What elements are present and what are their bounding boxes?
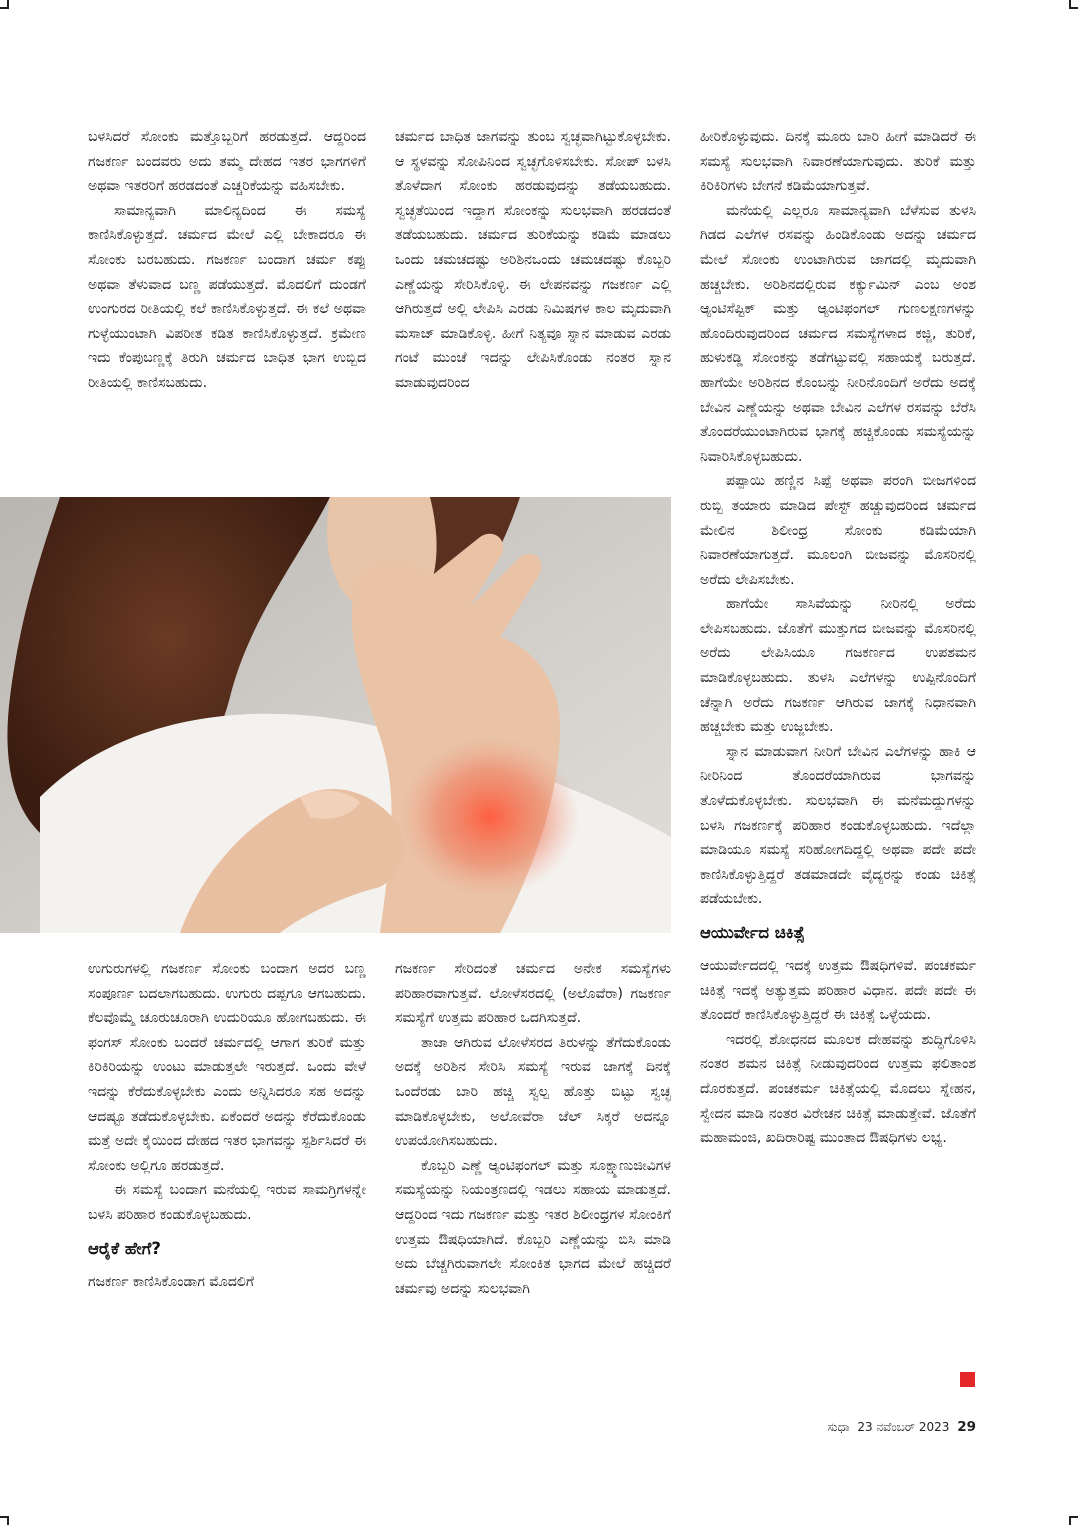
paragraph: ಸಾಮಾನ್ಯವಾಗಿ ಮಾಲಿನ್ಯದಿಂದ ಈ ಸಮಸ್ಯೆ ಕಾಣಿಸಿಕೊಳ್ಳುತ್ತದೆ. ಚರ್ಮದ ಮೇಲೆ ಎಲ್ಲಿ ಬೇಕಾದರೂ ಈ ಸೋಂಕು ಬರಬಹುದು. ಗಜಕರ್ಣ ಬಂದಾಗ ಚರ್ಮ ಕಪ್ಪು ಅಥವಾ ತೆಳುವಾದ ಬಣ್ಣ ಪಡೆಯುತ್ತದೆ. ಮೊದಲಿಗೆ ದುಂಡಗೆ ಉಂಗುರದ ರೀತಿಯಲ್ಲಿ ಕಲೆ ಕಾಣಿಸಿಕೊಳ್ಳುತ್ತದೆ. ಈ ಕಲೆ ಅಥವಾ ಗುಳ್ಳೆಯುಂಟಾಗಿ ವಿಪರೀತ ಕಡಿತ ಕಾಣಿಸಿಕೊಳ್ಳುತ್ತದೆ. ಕ್ರಮೇಣ ಇದು ಕೆಂಪುಬಣ್ಣಕ್ಕೆ ತಿರುಗಿ ಚರ್ಮದ ಬಾಧಿತ ಭಾಗ ಉಬ್ಬಿದ ರೀತಿಯಲ್ಲಿ ಕಾಣಿಸಬಹುದು. — [88, 202, 366, 391]
paragraph: ಇದರಲ್ಲಿ ಶೋಧನದ ಮೂಲಕ ದೇಹವನ್ನು ಶುದ್ಧಿಗೊಳಿಸಿ ನಂತರ ಶಮನ ಚಿಕಿತ್ಸೆ ನೀಡುವುದರಿಂದ ಉತ್ತಮ ಫಲಿತಾಂಶ ದೊರಕುತ್ತದೆ. ಪಂಚಕರ್ಮ ಚಿಕಿತ್ಸೆಯಲ್ಲಿ ಮೊದಲು ಸ್ನೇಹನ, ಸ್ವೇದನ ಮಾಡಿ ನಂತರ ವಿರೇಚನ ಚಿಕಿತ್ಸೆ ಮಾಡುತ್ತೇವೆ. ಜೊತೆಗೆ ಮಹಾಮಂಜಿ, ಖದಿರಾರಿಷ್ಟ ಮುಂತಾದ ಔಷಧಿಗಳು ಲಭ್ಯ. — [700, 1031, 976, 1147]
paragraph: ಆಯುರ್ವೇದದಲ್ಲಿ ಇದಕ್ಕೆ ಉತ್ತಮ ಔಷಧಿಗಳಿವೆ. ಪಂಚಕರ್ಮ ಚಿಕಿತ್ಸೆ ಇದಕ್ಕೆ ಅತ್ಯುತ್ತಮ ಪರಿಹಾರ ವಿಧಾನ. ಪದೇ ಪದೇ ಈ ತೊಂದರೆ ಕಾಣಿಸಿಕೊಳ್ಳುತ್ತಿದ್ದರೆ ಈ ಚಿಕಿತ್ಸೆ ಒಳ್ಳೆಯದು. — [700, 958, 976, 1024]
magazine-name: ಸುಧಾ — [827, 1420, 850, 1434]
column-1-bottom — [88, 957, 366, 1397]
paragraph: ಹೀರಿಕೊಳ್ಳುವುದು. ದಿನಕ್ಕೆ ಮೂರು ಬಾರಿ ಹೀಗೆ ಮಾಡಿದರೆ ಈ ಸಮಸ್ಯೆ ಸುಲಭವಾಗಿ ನಿವಾರಣೆಯಾಗುವುದು. ತುರಿಕೆ ಮತ್ತು ಕಿರಿಕಿರಿಗಳು ಬೇಗನೆ ಕಡಿಮೆಯಾಗುತ್ತವೆ. — [700, 129, 976, 195]
issue-date: 23 ನವೆಂಬರ್ 2023 — [857, 1420, 950, 1434]
paragraph: ಸ್ನಾನ ಮಾಡುವಾಗ ನೀರಿಗೆ ಬೇವಿನ ಎಲೆಗಳನ್ನು ಹಾಕಿ ಆ ನೀರಿನಿಂದ ತೊಂದರೆಯಾಗಿರುವ ಭಾಗವನ್ನು ತೊಳೆದುಕೊಳ್ಳಬೇಕು. ಸುಲಭವಾಗಿ ಈ ಮನೆಮದ್ದುಗಳನ್ನು ಬಳಸಿ ಗಜಕರ್ಣಕ್ಕೆ ಪರಿಹಾರ ಕಂಡುಕೊಳ್ಳಬಹುದು. ಇದೆಲ್ಲಾ ಮಾಡಿಯೂ ಸಮಸ್ಯೆ ಸರಿಹೋಗದಿದ್ದಲ್ಲಿ ಅಥವಾ ಪದೇ ಪದೇ ಕಾಣಿಸಿಕೊಳ್ಳುತ್ತಿದ್ದರೆ ತಡಮಾಡದೇ ವೈದ್ಯರನ್ನು ಕಂಡು ಚಿಕಿತ್ಸೆ ಪಡೆಯಬೇಕು. — [700, 743, 976, 908]
paragraph: ಕೊಬ್ಬರಿ ಎಣ್ಣೆ ಆ್ಯಂಟಿಫಂಗಲ್ ಮತ್ತು ಸೂಕ್ಷ್ಮಾಣುಜೀವಿಗಳ ಸಮಸ್ಯೆಯನ್ನು ನಿಯಂತ್ರಣದಲ್ಲಿ ಇಡಲು ಸಹಾಯ ಮಾಡುತ್ತದೆ. ಆದ್ದರಿಂದ ಇದು ಗಜಕರ್ಣ ಮತ್ತು ಇತರ ಶಿಲೀಂಧ್ರಗಳ ಸೋಂಕಿಗೆ ಉತ್ತಮ ಔಷಧಿಯಾಗಿದೆ. ಕೊಬ್ಬರಿ ಎಣ್ಣೆಯನ್ನು ಬಿಸಿ ಮಾಡಿ ಅದು ಬೆಚ್ಚಗಿರುವಾಗಲೇ ಸೋಂಕಿತ ಭಾಗದ ಮೇಲೆ ಹಚ್ಚಿದರೆ ಚರ್ಮವು ಅದನ್ನು ಸುಲಭವಾಗಿ — [395, 1157, 671, 1297]
end-of-article-mark — [960, 1372, 975, 1387]
article-photo — [0, 497, 671, 933]
page-number: 29 — [957, 1419, 976, 1435]
crop-mark-bottom-right — [1069, 1516, 1078, 1525]
paragraph: ತಾಜಾ ಆಗಿರುವ ಲೋಳೆಸರದ ತಿರುಳನ್ನು ತೆಗೆದುಕೊಂಡು ಅದಕ್ಕೆ ಅರಿಶಿನ ಸೇರಿಸಿ ಸಮಸ್ಯೆ ಇರುವ ಜಾಗಕ್ಕೆ ದಿನಕ್ಕೆ ಒಂದೆರಡು ಬಾರಿ ಹಚ್ಚಿ ಸ್ವಲ್ಪ ಹೊತ್ತು ಬಿಟ್ಟು ಸ್ವಚ್ಛ ಮಾಡಿಕೊಳ್ಳಬೇಕು, ಅಲೋವೆರಾ ಜೆಲ್ ಸಿಕ್ಕರೆ ಅದನ್ನೂ ಉಪಯೋಗಿಸಬಹುದು. — [395, 1034, 671, 1150]
paragraph: ಮನೆಯಲ್ಲಿ ಎಲ್ಲರೂ ಸಾಮಾನ್ಯವಾಗಿ ಬೆಳೆಸುವ ತುಳಸಿ ಗಿಡದ ಎಲೆಗಳ ರಸವನ್ನು ಹಿಂಡಿಕೊಂಡು ಅದನ್ನು ಚರ್ಮದ ಮೇಲೆ ಸೋಂಕು ಉಂಟಾಗಿರುವ ಜಾಗದಲ್ಲಿ ಮೃದುವಾಗಿ ಹಚ್ಚಬೇಕು. ಅರಿಶಿನದಲ್ಲಿರುವ ಕರ್ಕ್ಯುಮಿನ್ ಎಂಬ ಅಂಶ ಆ್ಯಂಟಿಸೆಪ್ಟಿಕ್ ಮತ್ತು ಆ್ಯಂಟಿಫಂಗಲ್ ಗುಣಲಕ್ಷಣಗಳನ್ನು ಹೊಂದಿರುವುದರಿಂದ ಚರ್ಮದ ಸಮಸ್ಯೆಗಳಾದ ಕಜ್ಜಿ, ತುರಿಕೆ, ಹುಳುಕಡ್ಡಿ ಸೋಂಕನ್ನು ತಡೆಗಟ್ಟುವಲ್ಲಿ ಸಹಾಯಕ್ಕೆ ಬರುತ್ತದೆ. ಹಾಗೆಯೇ ಅರಿಶಿನದ ಕೊಂಬನ್ನು ನೀರಿನೊಂದಿಗೆ ಅರೆದು ಅದಕ್ಕೆ ಬೇವಿನ ಎಣ್ಣೆಯನ್ನು ಅಥವಾ ಬೇವಿನ ಎಲೆಗಳ ರಸವನ್ನು ಬೆರೆಸಿ ತೊಂದರೆಯುಂಟಾಗಿರುವ ಭಾಗಕ್ಕೆ ಹಚ್ಚಿಕೊಂಡು ಸಮಸ್ಯೆಯನ್ನು ನಿವಾರಿಸಿಕೊಳ್ಳಬಹುದು. — [700, 202, 976, 465]
paragraph: ಬಳಸಿದರೆ ಸೋಂಕು ಮತ್ತೊಬ್ಬರಿಗೆ ಹರಡುತ್ತದೆ. ಆದ್ದರಿಂದ ಗಜಕರ್ಣ ಬಂದವರು ಅದು ತಮ್ಮ ದೇಹದ ಇತರ ಭಾಗಗಳಿಗೆ ಅಥವಾ ಇತರರಿಗೆ ಹರಡದಂತೆ ಎಚ್ಚರಿಕೆಯನ್ನು ವಹಿಸಬೇಕು. — [88, 129, 366, 195]
paragraph: ಚರ್ಮದ ಬಾಧಿತ ಜಾಗವನ್ನು ತುಂಬ ಸ್ವಚ್ಛವಾಗಿಟ್ಟುಕೊಳ್ಳಬೇಕು. ಆ ಸ್ಥಳವನ್ನು ಸೋಪಿನಿಂದ ಸ್ವಚ್ಛಗೊಳಿಸಬೇಕು. ಸೋಪ್ ಬಳಸಿ ತೊಳೆದಾಗ ಸೋಂಕು ಹರಡುವುದನ್ನು ತಡೆಯಬಹುದು. ಸ್ವಚ್ಛತೆಯಿಂದ ಇದ್ದಾಗ ಸೋಂಕನ್ನು ಸುಲಭವಾಗಿ ಹರಡದಂತೆ ತಡೆಯಬಹುದು. ಚರ್ಮದ ತುರಿಕೆಯನ್ನು ಕಡಿಮೆ ಮಾಡಲು ಒಂದು ಚಮಚದಷ್ಟು ಅರಿಶಿನಒಂದು ಚಮಚದಷ್ಟು ಕೊಬ್ಬರಿ ಎಣ್ಣೆಯನ್ನು ಸೇರಿಸಿಕೊಳ್ಳಿ. ಈ ಲೇಪನವನ್ನು ಗಜಕರ್ಣ ಎಲ್ಲಿ ಆಗಿರುತ್ತದೆ ಅಲ್ಲಿ ಲೇಪಿಸಿ ಎರಡು ನಿಮಿಷಗಳ ಕಾಲ ಮೃದುವಾಗಿ ಮಸಾಜ್ ಮಾಡಿಕೊಳ್ಳಿ. ಹೀಗೆ ನಿತ್ಯವೂ ಸ್ನಾನ ಮಾಡುವ ಎರಡು ಗಂಟೆ ಮುಂಚೆ ಇದನ್ನು ಲೇಪಿಸಿಕೊಂಡು ನಂತರ ಸ್ನಾನ ಮಾಡುವುದರಿಂದ — [395, 129, 671, 391]
photo-illustration — [0, 497, 671, 933]
paragraph: ಗಜಕರ್ಣ ಸೇರಿದಂತೆ ಚರ್ಮದ ಅನೇಕ ಸಮಸ್ಯೆಗಳು ಪರಿಹಾರವಾಗುತ್ತವೆ. ಲೋಳೆಸರದಲ್ಲಿ (ಅಲೊವೆರಾ) ಗಜಕರ್ಣ ಸಮಸ್ಯೆಗೆ ಉತ್ತಮ ಪರಿಹಾರ ಒದಗಿಸುತ್ತದೆ. — [395, 961, 671, 1027]
paragraph: ಈ ಸಮಸ್ಯೆ ಬಂದಾಗ ಮನೆಯಲ್ಲಿ ಇರುವ ಸಾಮಗ್ರಿಗಳನ್ನೇ ಬಳಸಿ ಪರಿಹಾರ ಕಂಡುಕೊಳ್ಳಬಹುದು. — [88, 1182, 366, 1223]
crop-mark-bottom-left — [0, 1516, 9, 1525]
column-3 — [700, 125, 976, 1385]
page-footer — [827, 1419, 976, 1435]
column-1-top — [88, 125, 366, 475]
crop-mark-top-left — [0, 0, 9, 9]
paragraph: ಉಗುರುಗಳಲ್ಲಿ ಗಜಕರ್ಣ ಸೋಂಕು ಬಂದಾಗ ಅದರ ಬಣ್ಣ ಸಂಪೂರ್ಣ ಬದಲಾಗಬಹುದು. ಉಗುರು ದಪ್ಪಗೂ ಆಗಬಹುದು. ಕೆಲವೊಮ್ಮೆ ಚೂರುಚೂರಾಗಿ ಉದುರಿಯೂ ಹೋಗಬಹುದು. ಈ ಫಂಗಸ್ ಸೋಂಕು ಬಂದರೆ ಚರ್ಮದಲ್ಲಿ ಆಗಾಗ ತುರಿಕೆ ಮತ್ತು ಕಿರಿಕಿರಿಯನ್ನು ಉಂಟು ಮಾಡುತ್ತಲೇ ಇರುತ್ತದೆ. ಒಂದು ವೇಳೆ ಇದನ್ನು ಕೆರೆದುಕೊಳ್ಳಬೇಕು ಎಂದು ಅನ್ನಿಸಿದರೂ ಸಹ ಅದನ್ನು ಆದಷ್ಟೂ ತಡೆದುಕೊಳ್ಳಬೇಕು. ಏಕೆಂದರೆ ಅದನ್ನು ಕೆರೆದುಕೊಂಡು ಮತ್ತೆ ಅದೇ ಕೈಯಿಂದ ದೇಹದ ಇತರ ಭಾಗವನ್ನು ಸ್ಪರ್ಶಿಸಿದರೆ ಈ ಸೋಂಕು ಅಲ್ಲಿಗೂ ಹರಡುತ್ತದೆ. — [88, 961, 366, 1174]
column-2-top — [395, 125, 671, 475]
section-heading-ayurveda: ಆಯುರ್ವೇದ ಚಿಕಿತ್ಸೆ — [700, 923, 805, 942]
paragraph: ಹಾಗೆಯೇ ಸಾಸಿವೆಯನ್ನು ನೀರಿನಲ್ಲಿ ಅರೆದು ಲೇಪಿಸಬಹುದು. ಜೊತೆಗೆ ಮುತ್ತುಗದ ಬೀಜವನ್ನು ಮೊಸರಿನಲ್ಲಿ ಅರೆದು ಲೇಪಿಸಿಯೂ ಗಜಕರ್ಣದ ಉಪಶಮನ ಮಾಡಿಕೊಳ್ಳಬಹುದು. ತುಳಸಿ ಎಲೆಗಳನ್ನು ಉಪ್ಪಿನೊಂದಿಗೆ ಚೆನ್ನಾಗಿ ಅರೆದು ಗಜಕರ್ಣ ಆಗಿರುವ ಜಾಗಕ್ಕೆ ನಿಧಾನವಾಗಿ ಹಚ್ಚಬೇಕು ಮತ್ತು ಉಜ್ಜಬೇಕು. — [700, 596, 976, 736]
column-2-bottom — [395, 957, 671, 1397]
paragraph: ಪಪ್ಪಾಯಿ ಹಣ್ಣಿನ ಸಿಪ್ಪೆ ಅಥವಾ ಪರಂಗಿ ಬೀಜಗಳಿಂದ ರುಬ್ಬಿ ತಯಾರು ಮಾಡಿದ ಪೇಸ್ಟ್ ಹಚ್ಚುವುದರಿಂದ ಚರ್ಮದ ಮೇಲಿನ ಶಿಲೀಂಧ್ರ ಸೋಂಕು ಕಡಿಮೆಯಾಗಿ ನಿವಾರಣೆಯಾಗುತ್ತದೆ. ಮೂಲಂಗಿ ಬೀಜವನ್ನು ಮೊಸರಿನಲ್ಲಿ ಅರೆದು ಲೇಪಿಸಬೇಕು. — [700, 473, 976, 588]
crop-mark-top-right — [1069, 0, 1078, 9]
paragraph: ಗಜಕರ್ಣ ಕಾಣಿಸಿಕೊಂಡಾಗ ಮೊದಲಿಗೆ — [88, 1273, 254, 1290]
section-heading-care: ಆರೈಕೆ ಹೇಗೆ? — [88, 1238, 161, 1258]
